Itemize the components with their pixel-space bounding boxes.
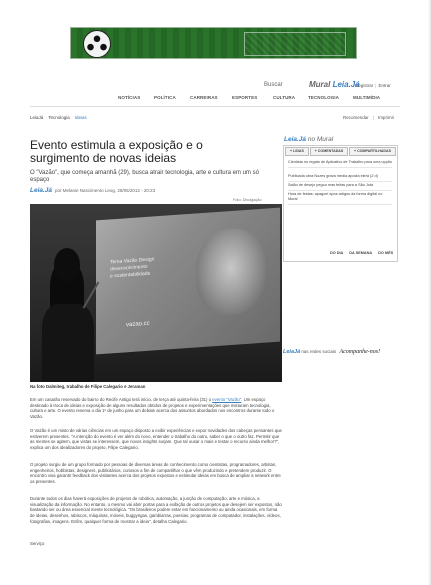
speaker-silhouette [34,248,98,382]
screen-text: e sustentabilidade [110,270,151,280]
article-paragraph [30,397,283,420]
sidebar-list-item[interactable]: Cientista no regato de Aplicativo de Trabalho para uma opção [288,160,392,168]
account-links [355,83,391,88]
nav-item-carreiras[interactable]: CARREIRAS [190,95,218,100]
nav-item-esportes[interactable]: ESPORTES [232,95,258,100]
period-filter [330,251,396,255]
speaker-head [54,248,80,282]
article-tools [343,115,394,120]
article-title: Evento estimula a exposição e o surgimento de novas ideias [30,138,203,165]
logo-first: Mural [309,80,331,89]
event-link[interactable]: evento "Vazão" [212,397,242,402]
byline [30,187,260,194]
breadcrumb-item[interactable]: Tecnologia [48,115,70,120]
byline-text: por Melanie Nascimento Leog, 28/05/2012 - 20:23 [55,188,156,193]
projected-face [196,227,266,318]
mural-logo[interactable] [309,80,360,89]
article-subtitle: O "Vazão", que começa amanhã (29), busca atrair tecnologia, arte e cultura em um só espaço [30,170,259,183]
nav-item-cultura[interactable]: CULTURA [273,95,296,100]
social-brand: LeiaJá [283,349,301,355]
soccer-ball-icon [83,30,111,58]
projection-screen [96,208,280,355]
screen-text: desenvolvimento [110,263,148,273]
article-photo [30,204,282,382]
sidebar-title-rest: no Mural [307,136,334,143]
search-link[interactable]: Buscar [264,82,283,88]
social-banner[interactable] [283,349,380,355]
breadcrumb [30,115,87,120]
screen-text: Tema Vazão Design [110,256,155,266]
paragraph-text: . Um espaço destinado à troca de ideias e exposição de alguns resultados obtidos de projetos e experimentações que misturam tecnologia, cultura e arte. O evento reserva o dia 1º de junho para um debate acerca dos assuntos abordados nos encontros durante todo o Vazão. [30,397,275,420]
sidebar-title [284,136,333,143]
paragraph-text: Em um casarão reservado do bairro do Recife Antigo terá início, de terça até quinta-feira (31) o [30,397,213,402]
tab-mais-compartilhadas[interactable]: + COMPARTILHADAS [349,147,396,156]
tab-mais-lidas[interactable]: + LIDAS [285,147,309,156]
sidebar-tabs [284,146,397,156]
sidebar-ranking-box [283,145,398,262]
separator: | [372,115,374,120]
photo-credit: Foto: Divulgação [233,198,262,202]
byline-brand: Leia.Já [30,187,53,194]
nav-item-politica[interactable]: POLÍTICA [154,95,176,100]
microphone-icon [83,282,100,309]
recommend-link[interactable]: Recomendar [343,115,369,120]
nav-item-tecnologia[interactable]: TECNOLOGIA [308,95,339,100]
breadcrumb-item[interactable]: LeiaJá [30,115,44,120]
nav-item-noticias[interactable]: NOTÍCIAS [118,95,141,100]
article-paragraph: O Vazão é um misto de várias ciências em um espaço disposto a exibir experiências e expor novidades dos cabeças pensantes que estiverem presentes. "A intenção do evento é ver além do novo, entender o trabalho do outro, saber o que o outro faz. Permitir que as mentes se agitem, que vistas se interessem, que novos insights surjam. Que tal ousar o mais e testar o recurso ainda melhor?", explica um dos idealizadores do projeto, Filipe Calegario. [30,428,282,451]
logo-second: Leia.Já [332,80,360,89]
photo-caption: Na foto Dalmiteg, trabalho de Filipe Calegario e Jeraman [30,384,146,389]
separator: | [375,83,377,88]
speaker-body [42,304,94,382]
article-paragraph: O projeto surgiu de um grupo formado por pessoas de diversas áreas de conhecimento como cientistas, programadores, artistas, engenheiros, hobbistas, designers, publicitários, curiosos a fim de compartilhar o que vêm produzindo e pretendem produzir. O encontro visa garantir feedback dos visitantes acerca dos projetos expostos e estimular ideias em busca de ampliar a network entre os presentes. [30,462,281,485]
goal-net-graphic [244,32,346,56]
period-day[interactable]: DO DIA [330,251,344,255]
screen-url: vazao.cc [126,320,150,329]
sidebar-title-brand: Leia.Já [284,136,307,143]
nav-divider [30,106,400,107]
tab-mais-comentadas[interactable]: + COMENTADAS [310,147,348,156]
main-nav [118,95,398,103]
social-cta: Acompanhe-nos! [339,349,381,355]
login-link[interactable]: Entrar [378,83,391,88]
banner-ad[interactable] [70,27,357,59]
register-link[interactable]: Registrar [355,83,374,88]
period-month[interactable]: DO MÊS [378,251,394,255]
article-paragraph: Durante todos os dias haverá exposições de projetos de robótica, automação, a junção de computação, arte e música, a visualização da informação. No entanto, o mesmo vai abrir portas para a exibição de outros projetos que desejem ser expostos, não bastando ser ou área essencial mente tecnológica. "Os brasileiros podem estar em funcionamento ou ainda ocasionais, em forma de ideias, desenhos, rabiscos, máquinas, móveis, buggyngas, gambiarras, poesias, programas de computador, instalações, vídeos, fotografias, imagens. Enfim, qualquer forma de mostrar a ideia", detalha Calegario. [30,496,282,524]
period-week[interactable]: DA SEMANA [349,251,373,255]
print-link[interactable]: Imprimir [377,115,395,120]
breadcrumb-current[interactable]: Ideias [74,115,87,120]
sidebar-list-item[interactable]: Publicada obra Nozes grava media aposta elerá (2 d) [288,174,392,182]
nav-item-multimidia[interactable]: MULTIMÍDIA [353,95,381,100]
article-paragraph: Serviço [30,541,45,546]
social-mid: nas redes sociais [301,349,337,354]
sidebar-list-item[interactable]: Salão de desejo pegou mas feitas para a São Jota [288,183,392,191]
sidebar-list-item[interactable]: Hora de festas: apaguei apos artigos da forma digital no Mural [288,192,392,205]
